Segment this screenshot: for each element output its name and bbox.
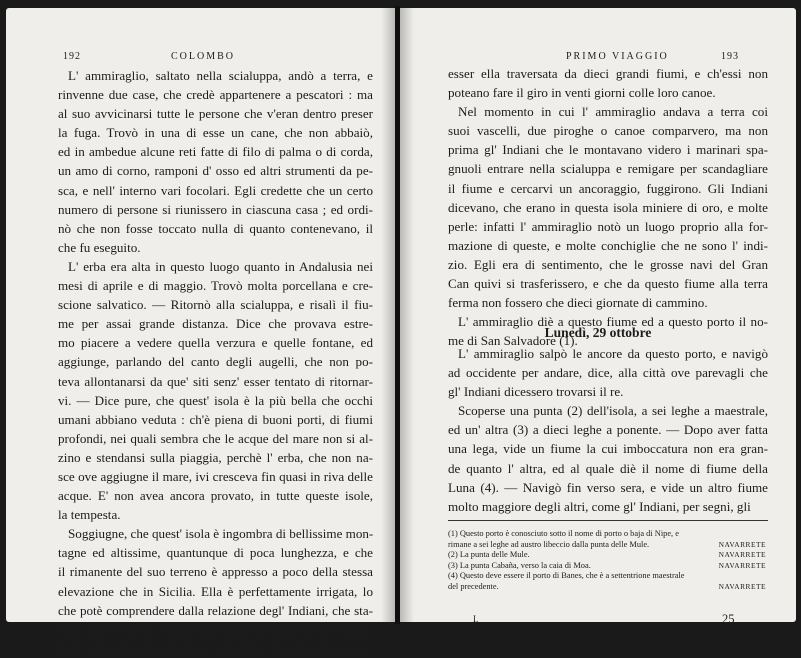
left-body-text (58, 66, 373, 658)
text-line: un amo di corno, ramponi d' osso ed altri strumenti da pe- (58, 163, 373, 179)
footnote-line (448, 550, 766, 561)
text-line: suoi vascelli, due piroghe o canoe comparvero, ma non (448, 123, 768, 139)
left-page-number: 192 (63, 51, 81, 62)
text-line: Luna (4). — Navigò fin verso sera, e vide un altro fiume (448, 479, 768, 495)
text-line: ad occidente per andare, dice, alla città ove parevagli che (448, 365, 768, 381)
right-page (400, 8, 796, 626)
right-page-gutter-shadow (400, 8, 414, 622)
right-running-title: PRIMO VIAGGIO (566, 51, 669, 62)
text-line: nò che non fosse toccato nulla di quanto contenevano, il (58, 220, 373, 236)
footnote-line (448, 529, 766, 540)
text-line: esser ella traversata da dieci grandi fiumi, e ch'essi non (448, 66, 768, 81)
footnotes (448, 529, 766, 593)
text-line: acque. E' non avea ancora provato, in tutte queste isole, (58, 488, 373, 504)
text-line: sce ove aggiugne il mare, ivi cresceva fin quasi in riva delle (58, 468, 373, 484)
text-line: L' ammiraglio, saltato nella scialuppa, andò a terra, e (68, 68, 373, 83)
text-line: una lega, vide un fiume la cui imboccatura non era gran- (448, 441, 768, 457)
text-line: zio. Egli era di sentimento, che le grosse navi del Gran (448, 256, 768, 272)
text-line: il rimanente del suo terreno è appresso a poco della stessa (58, 564, 373, 580)
text-line: la tempesta. (58, 507, 121, 523)
left-page-gutter-shadow (381, 8, 395, 622)
text-line: profondi, nei quali sembra che le acque del mare non si al- (58, 430, 373, 446)
footnote-text: (4) Questo deve essere il porto di Banes, che è a settentrione maestrale (448, 571, 685, 581)
left-running-title: COLOMBO (171, 51, 236, 62)
text-line: teva allontanarsi da que' siti senz' esser tentato di ritornar- (58, 373, 373, 389)
text-line: poteano fare il giro in venti giorni colle loro canoe. (448, 85, 716, 101)
text-line: mesi di aprile e di maggio. Trovò molta porcellana e cre- (58, 278, 373, 294)
footnote-line (448, 571, 766, 582)
text-line: vano con esso lui, i quali aveva presi nell'isola di Guana- (58, 621, 373, 637)
text-line: Nel momento in cui l' ammiraglio andava a terra coi (458, 104, 768, 120)
text-line: che potè comprendere dalla relazione degl' Indiani, che sta- (58, 602, 373, 618)
right-body-text-top (448, 64, 768, 350)
text-line: me di San Salvadore (1). (448, 333, 578, 349)
footnote-text: (1) Questo porto è conosciuto sotto il nome di porto o baja di Nipe, e (448, 529, 679, 538)
text-line: gl' Indiani dicessero trovarsi il re. (448, 384, 624, 400)
text-line: Soggiugne, che quest' isola è ingombra di bellissime mon- (68, 526, 374, 542)
text-line: scione salvatico. — Ritornò alla scialuppa, e risalì il fiu- (58, 297, 373, 313)
right-page-number: 193 (721, 51, 739, 62)
text-line: Can quivi si trasferissero, e che da questo fiume alla terra (448, 276, 768, 292)
text-line: aggiunge, parlando del canto degli augelli, che non po- (58, 354, 373, 370)
signature-mark: I. (473, 614, 479, 624)
text-line: L' erba era alta in questo luogo quanto in Andalusia nei (68, 258, 373, 274)
footnote-text: del precedente. (448, 581, 499, 591)
text-line: gnuoli entrare nella scialuppa e remigare per scandagliare (448, 161, 768, 177)
text-line: rinvenne due case, che credè appartenere a pescatori : ma (58, 87, 373, 103)
footnote-text: (3) La punta Cabaña, verso la caia di Moa. (448, 560, 591, 570)
text-line: mo piacere a vedere quella verzura e quelle fontane, ed (58, 335, 373, 351)
text-line: Scoperse una punta (2) dell'isola, a sei leghe a maestrale, (458, 403, 768, 419)
footnote-attribution: NAVARRETE (718, 581, 766, 591)
footnote-text: (2) La punta delle Mule. (448, 550, 530, 560)
footnote-attribution: NAVARRETE (718, 550, 766, 560)
footnote-attribution: NAVARRETE (718, 560, 766, 570)
text-line: dicevano, che erano in questa isola miniere di oro, e molte (448, 199, 768, 215)
text-line: zino e stendansi sulla piaggia, perchè l' erba, che non na- (58, 449, 373, 465)
text-line: mazione di queste, e molte conchiglie che ne sono l' indi- (448, 237, 768, 253)
footnote-rule (448, 520, 768, 521)
text-line: la fuga. Trovò in una di esse un cane, che non abbaiò, (58, 125, 373, 141)
text-line: tagne ed altissime, quantunque di poca lunghezza, e che (58, 545, 373, 561)
text-line: al suo avvicinarsi tutte le persone che v'eran dentro preser (58, 106, 373, 122)
text-line: prima gl' Indiani che le montavano videro i marinari spa- (448, 142, 768, 158)
right-body-text-bottom (448, 344, 768, 516)
text-line: numero di persone si riunissero in ciascuna casa ; ed ordi- (58, 201, 373, 217)
footnote-line (448, 561, 766, 572)
text-line: perle: infatti l' ammiraglio notò un luogo proprio alla for- (448, 218, 768, 234)
text-line: ed in ambedue alcune reti fatte di filo di palma o di corda, (58, 144, 373, 160)
footnote-line (448, 582, 766, 593)
text-line: de quanto l' altra, ed al quale diè il nome di fiume della (448, 460, 768, 476)
text-line: L' ammiraglio diè a questo fiume ed a questo porto il no- (458, 314, 768, 330)
text-line: L' ammiraglio salpò le ancore da questo porto, e navigò (458, 346, 768, 361)
text-line: sca, e nell' interno vari focolari. Egli credette che un certo (58, 182, 373, 198)
text-line: elevazione che in Sicilia. Ella è perfettamente irrigata, lo (58, 583, 373, 599)
text-line: me per assai grande distanza. Dice che provava estre- (58, 316, 373, 332)
text-line: molto maggiore degli altri, come gl' Indiani, per segni, gli (448, 498, 751, 514)
text-line: che fu eseguito. (58, 239, 141, 255)
text-line: il fiume e cercarvi un ancoraggio, fuggirono. Gli Indiani (448, 180, 768, 196)
text-line: vi. — Dice pure, che quest' isola è la più bella che occhi (58, 392, 373, 408)
date-heading: Lunedì, 29 ottobre (544, 325, 652, 340)
text-line: hani : ed i medesimi gli fecero eziandio intendere per segni, (58, 640, 372, 656)
text-line: ferma non fossero che dieci giornate di cammino. (448, 295, 708, 311)
text-line: ed un' altra (3) a dieci leghe a ponente. — Dopo aver fatta (448, 422, 768, 438)
footnote-line (448, 540, 766, 551)
footnote-attribution: NAVARRETE (718, 539, 766, 549)
footnote-text: rimane a sei leghe ad austro libeccio dalla punta delle Mule. (448, 539, 650, 549)
text-line: umani abbiano veduta : ch'è piena di buoni porti, di fiumi (58, 411, 373, 427)
left-page (6, 8, 395, 656)
bottom-number: 25 (722, 612, 735, 626)
